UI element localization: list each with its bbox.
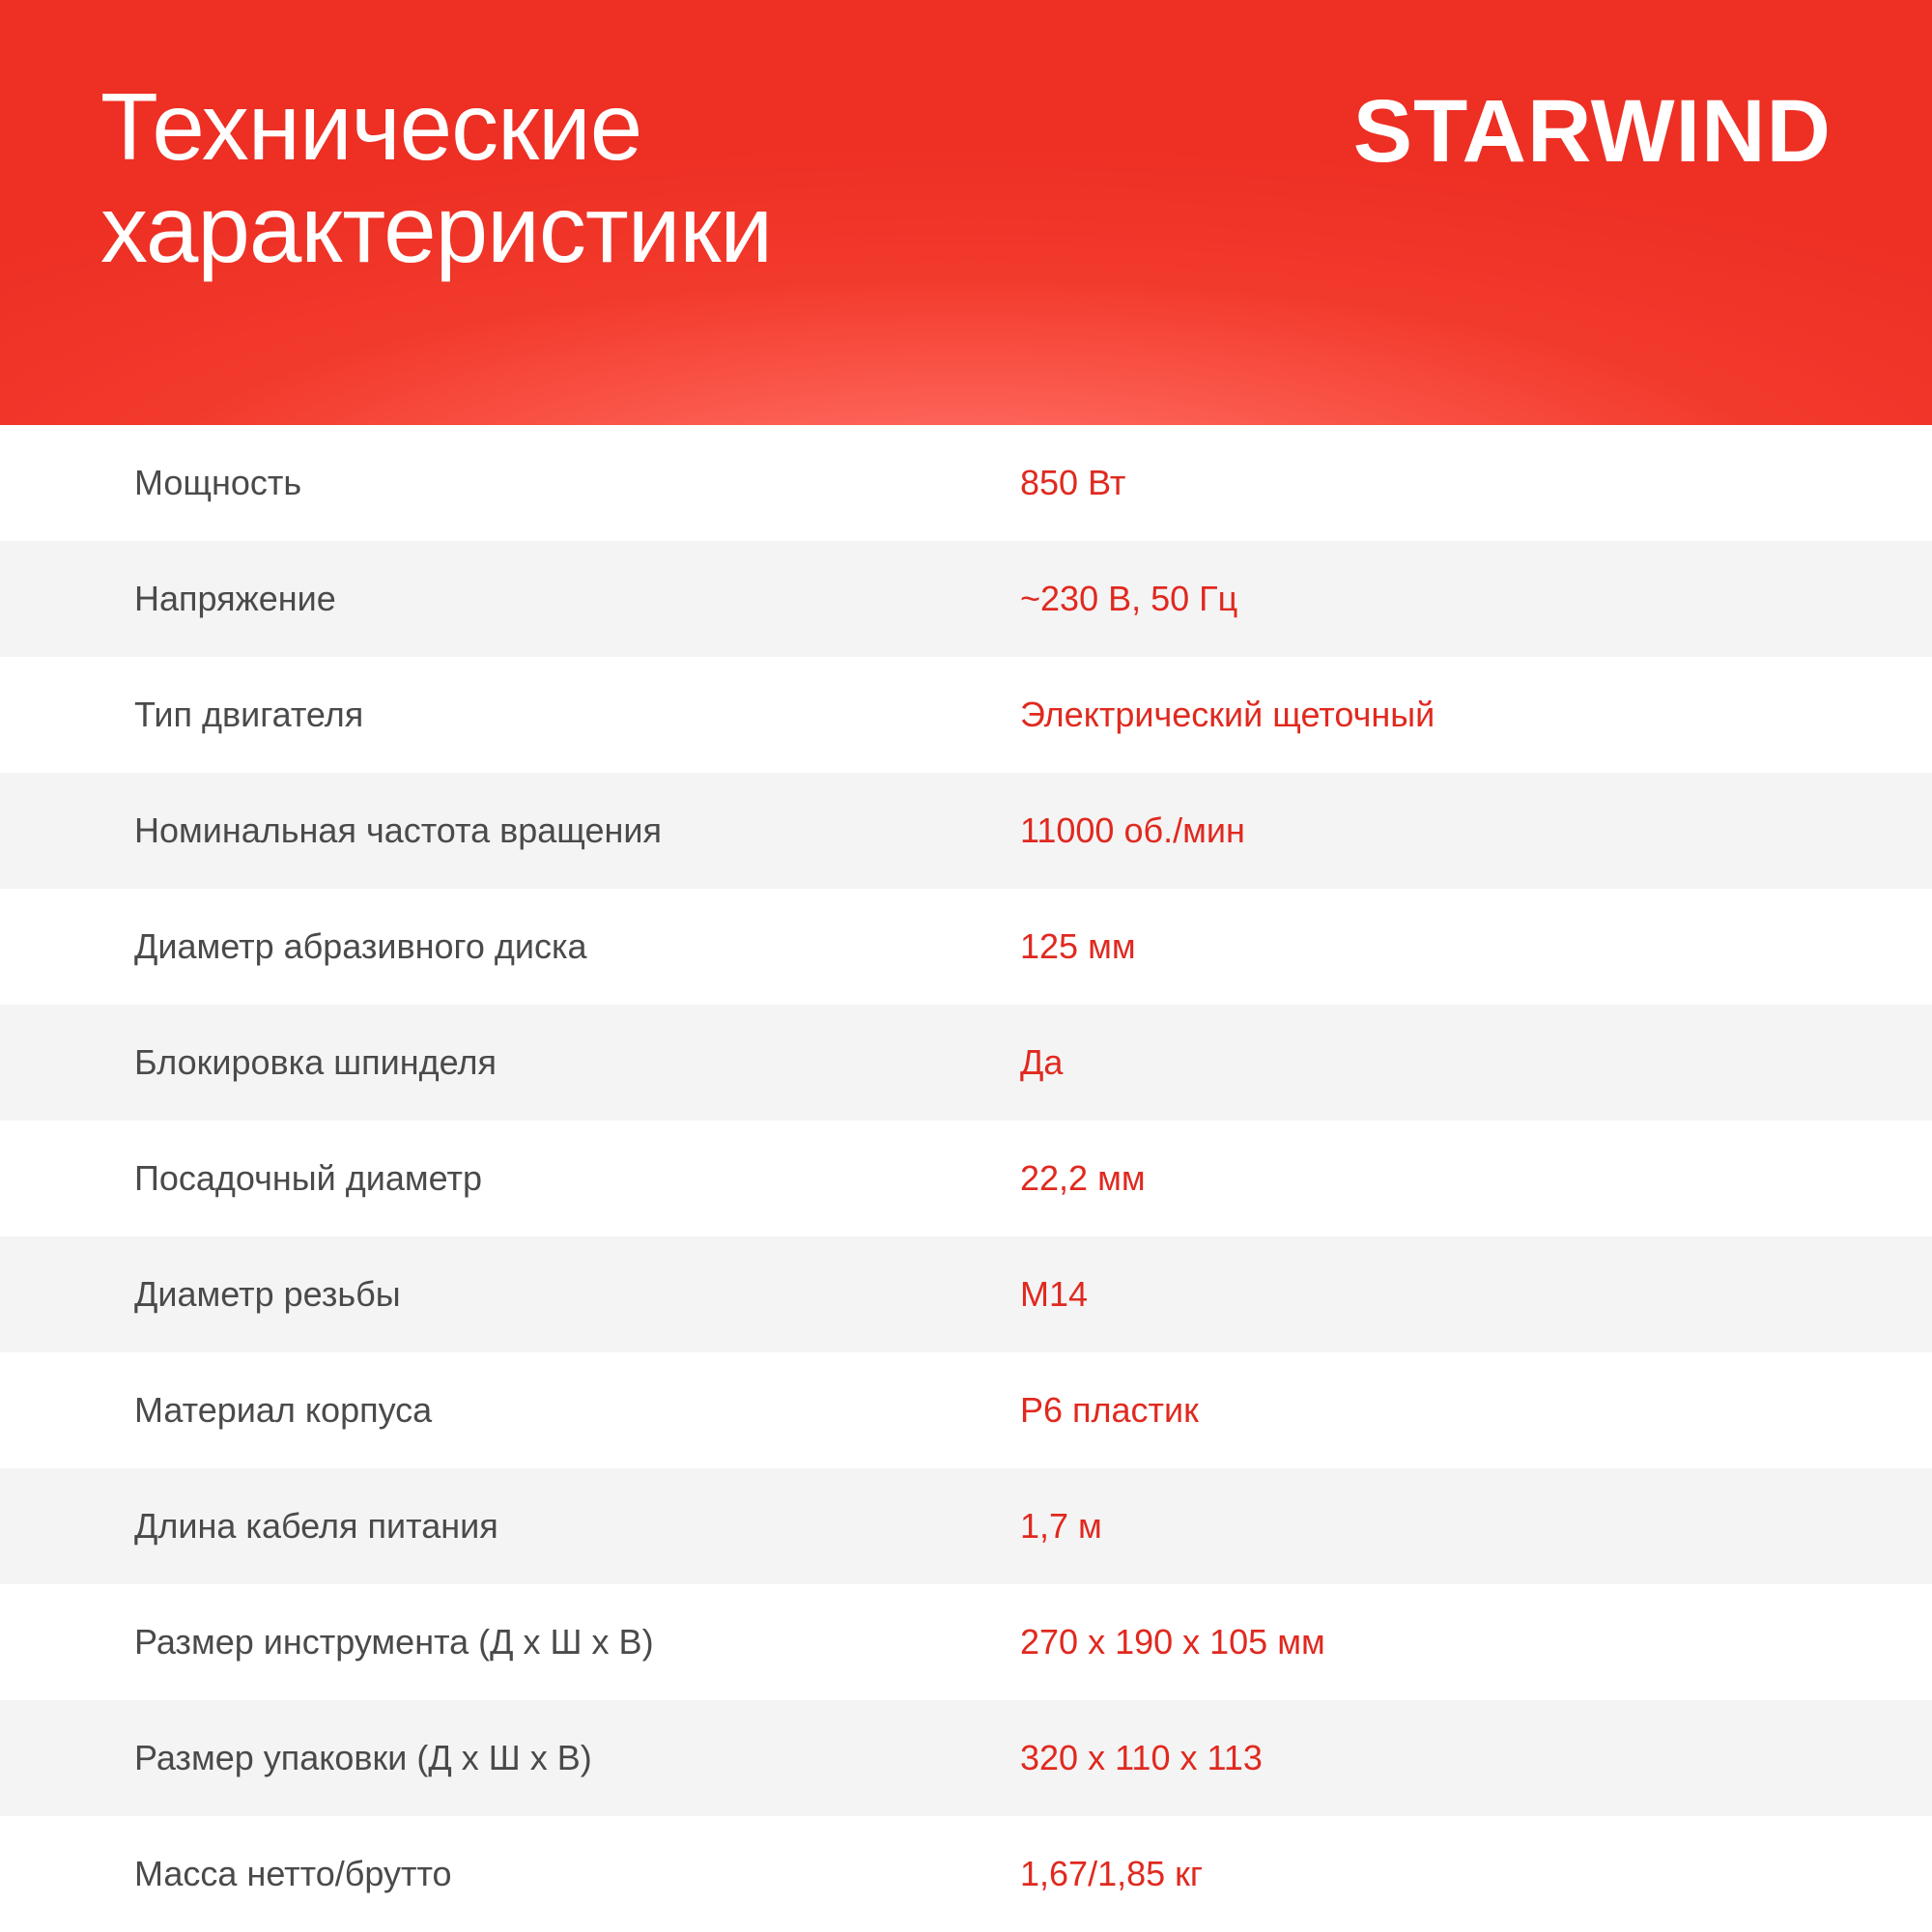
spec-label: Напряжение bbox=[134, 579, 336, 618]
spec-label: Размер инструмента (Д х Ш х В) bbox=[134, 1622, 654, 1662]
spec-value: 22,2 мм bbox=[1020, 1158, 1146, 1198]
spec-value: 11000 об./мин bbox=[1020, 810, 1245, 850]
spec-value: 1,7 м bbox=[1020, 1506, 1102, 1546]
spec-label: Длина кабеля питания bbox=[134, 1506, 498, 1546]
spec-label: Мощность bbox=[134, 463, 302, 502]
spec-row bbox=[0, 1121, 1932, 1236]
spec-value: ~230 В, 50 Гц bbox=[1020, 579, 1238, 618]
spec-value: 850 Вт bbox=[1020, 463, 1126, 502]
spec-row bbox=[0, 1584, 1932, 1700]
spec-value: 320 х 110 х 113 bbox=[1020, 1738, 1263, 1777]
spec-row bbox=[0, 425, 1932, 541]
spec-row bbox=[0, 1816, 1932, 1932]
spec-table bbox=[0, 425, 1932, 1932]
spec-label: Тип двигателя bbox=[134, 695, 364, 734]
spec-label: Материал корпуса bbox=[134, 1390, 433, 1430]
brand-logo: STARWIND bbox=[1352, 82, 1832, 181]
spec-row bbox=[0, 1236, 1932, 1352]
spec-label: Диаметр абразивного диска bbox=[134, 926, 587, 966]
title-line-2: характеристики bbox=[100, 176, 773, 282]
spec-row bbox=[0, 889, 1932, 1005]
spec-label: Посадочный диаметр bbox=[134, 1158, 482, 1198]
spec-row bbox=[0, 541, 1932, 657]
spec-row bbox=[0, 1468, 1932, 1584]
spec-row bbox=[0, 657, 1932, 773]
spec-value: Электрический щеточный bbox=[1020, 695, 1435, 734]
spec-label: Номинальная частота вращения bbox=[134, 810, 663, 850]
spec-row bbox=[0, 1005, 1932, 1121]
title-line-1: Технические bbox=[100, 73, 642, 180]
page-title bbox=[100, 75, 1163, 280]
spec-row bbox=[0, 1700, 1932, 1816]
spec-value: 270 х 190 х 105 мм bbox=[1020, 1622, 1325, 1662]
spec-row bbox=[0, 773, 1932, 889]
spec-value: Р6 пластик bbox=[1020, 1390, 1199, 1430]
spec-label: Диаметр резьбы bbox=[134, 1274, 401, 1314]
spec-value: 1,67/1,85 кг bbox=[1020, 1854, 1204, 1893]
spec-value: 125 мм bbox=[1020, 926, 1136, 966]
spec-label: Масса нетто/брутто bbox=[134, 1854, 452, 1893]
spec-value: М14 bbox=[1020, 1274, 1089, 1314]
spec-label: Блокировка шпинделя bbox=[134, 1042, 497, 1082]
header-banner bbox=[0, 0, 1932, 425]
spec-row bbox=[0, 1352, 1932, 1468]
spec-value: Да bbox=[1020, 1042, 1064, 1082]
spec-label: Размер упаковки (Д х Ш х В) bbox=[134, 1738, 592, 1777]
